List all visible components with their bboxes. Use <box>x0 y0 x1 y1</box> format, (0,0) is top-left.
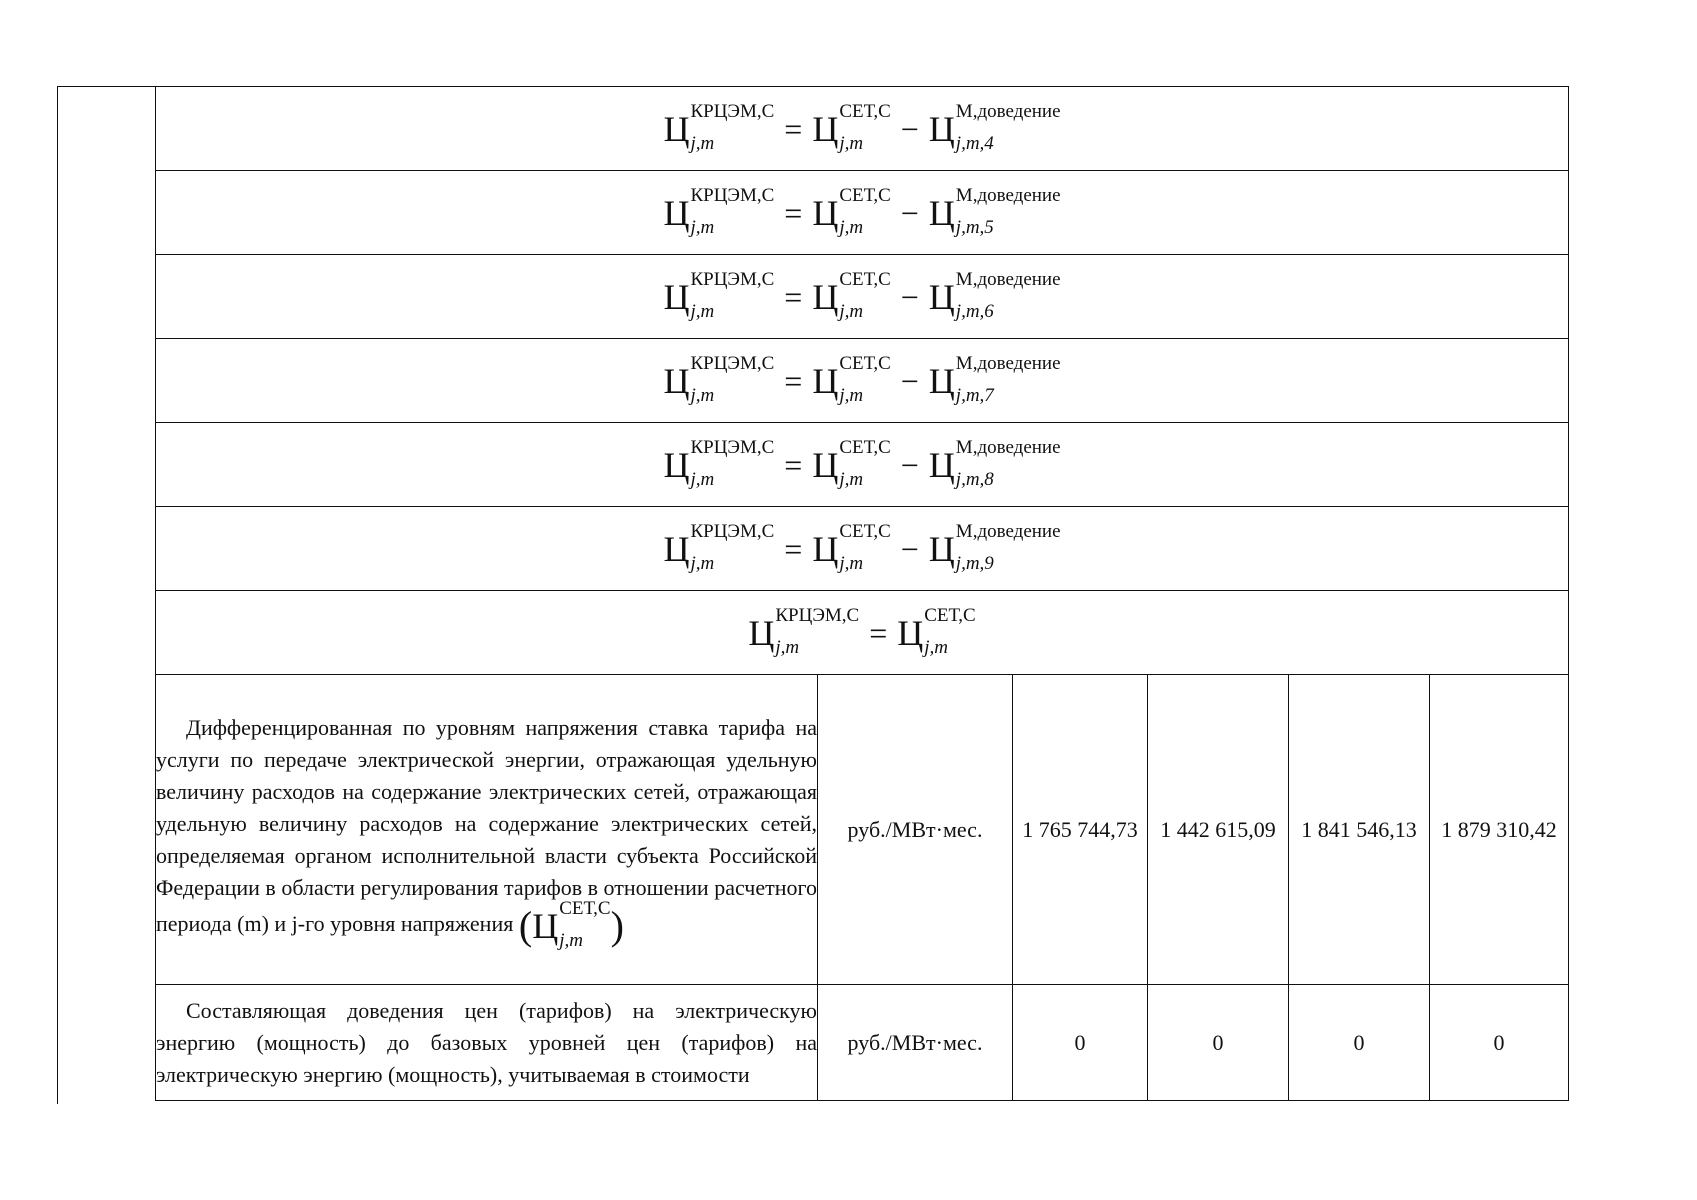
symbol-base: Ц <box>928 192 955 233</box>
equals-sign: = <box>784 194 803 231</box>
symbol-superscript: СЕТ,С <box>839 184 891 206</box>
symbol-superscript: СЕТ,С <box>839 268 891 290</box>
minus-sign: − <box>900 194 919 231</box>
formula-symbol <box>663 268 775 322</box>
formula-row <box>156 171 1569 255</box>
formula-symbol <box>897 604 976 658</box>
row-description <box>156 985 818 1101</box>
symbol-subscript: j,m,9 <box>955 552 994 574</box>
table-row <box>156 985 1569 1101</box>
symbol-subscript: j,m,6 <box>955 300 994 322</box>
formula-symbol <box>663 520 775 574</box>
value-cell: 1 442 615,09 <box>1148 675 1289 985</box>
symbol-superscript: КРЦЭМ,С <box>775 604 860 626</box>
symbol-base: Ц <box>812 192 839 233</box>
formula-symbol <box>812 100 891 154</box>
symbol-base: Ц <box>812 276 839 317</box>
symbol-subscript: j,m <box>690 216 715 238</box>
symbol-subscript: j,m <box>924 636 948 658</box>
formula-cell <box>156 507 1569 591</box>
symbol-superscript: М,доведение <box>955 520 1061 542</box>
formula-symbol <box>663 100 775 154</box>
formula-symbol <box>812 520 891 574</box>
formula <box>663 352 1061 406</box>
symbol-base: Ц <box>928 528 955 569</box>
symbol-subscript: j,m <box>690 468 715 490</box>
symbol-base: Ц <box>532 905 559 946</box>
formula-cell <box>156 339 1569 423</box>
formula-symbol <box>812 268 891 322</box>
symbol-superscript: СЕТ,С <box>839 352 891 374</box>
symbol-superscript: КРЦЭМ,С <box>690 100 775 122</box>
symbol-superscript: СЕТ,С <box>839 436 891 458</box>
equals-sign: = <box>784 362 803 399</box>
equals-sign: = <box>869 614 888 651</box>
minus-sign: − <box>900 362 919 399</box>
formula-symbol <box>812 352 891 406</box>
minus-sign: − <box>900 278 919 315</box>
value-cell: 0 <box>1013 985 1148 1101</box>
symbol-subscript: j,m <box>775 636 800 658</box>
formula-cell <box>156 591 1569 675</box>
symbol-base: Ц <box>812 108 839 149</box>
value-cell: 0 <box>1289 985 1430 1101</box>
symbol-subscript: j,m <box>839 300 864 322</box>
formula-symbol <box>663 436 775 490</box>
symbol-subscript: j,m,4 <box>955 132 994 154</box>
formula-symbol <box>928 268 1061 322</box>
formula-row <box>156 591 1569 675</box>
formula-symbol <box>812 436 891 490</box>
formula <box>663 184 1061 238</box>
symbol-subscript: j,m,8 <box>955 468 994 490</box>
symbol-base: Ц <box>928 276 955 317</box>
unit-cell: руб./МВт·мес. <box>818 985 1013 1101</box>
symbol-subscript: j,m <box>839 552 864 574</box>
symbol-superscript: СЕТ,С <box>924 604 976 626</box>
equals-sign: = <box>784 446 803 483</box>
minus-sign: − <box>900 530 919 567</box>
symbol-base: Ц <box>663 528 690 569</box>
value-cell: 0 <box>1430 985 1569 1101</box>
formula-symbol <box>928 184 1061 238</box>
value-cell: 1 879 310,42 <box>1430 675 1569 985</box>
inline-formula: ( Ц СЕТ,С j,m ) <box>518 897 624 951</box>
symbol-base: Ц <box>663 276 690 317</box>
description-text: Составляющая доведения цен (тарифов) на электрическую энергию (мощность) до базовых уровней цен (тарифов) на электрическую энергию (мощность), учитываемая в стоимости <box>156 997 817 1087</box>
symbol-superscript: КРЦЭМ,С <box>690 352 775 374</box>
formula-symbol <box>928 352 1061 406</box>
value-cell: 0 <box>1148 985 1289 1101</box>
symbol-superscript: М,доведение <box>955 100 1061 122</box>
symbol-base: Ц <box>663 192 690 233</box>
unit-cell: руб./МВт·мес. <box>818 675 1013 985</box>
symbol-base: Ц <box>748 612 775 653</box>
symbol-base: Ц <box>812 444 839 485</box>
formula-symbol <box>812 184 891 238</box>
tariff-table <box>155 86 1569 1101</box>
symbol-subscript: j,m <box>690 552 715 574</box>
symbol-subscript: j,m <box>690 300 715 322</box>
symbol-base: Ц <box>663 444 690 485</box>
symbol-subscript: j,m <box>690 384 715 406</box>
symbol-superscript: М,доведение <box>955 184 1061 206</box>
formula-symbol <box>748 604 860 658</box>
symbol-base: Ц <box>812 528 839 569</box>
table-row <box>156 675 1569 985</box>
description-text: Дифференцированная по уровням напряжения ставка тарифа на услуги по передаче электрической энергии, отражающая удельную величину расходов на содержание электрических сетей, отражающая удельную величину расходов на содержание электрических сетей, определяемая органом исполнительной власти субъекта Российской Федерации в области регулирования тарифов в отношении расчетного периода (m) и j-го уровня напряжения <box>156 714 817 936</box>
formula-cell <box>156 423 1569 507</box>
formula-symbol <box>928 436 1061 490</box>
formula-symbol <box>663 352 775 406</box>
symbol-superscript: СЕТ,С <box>839 520 891 542</box>
symbol-subscript: j,m <box>839 216 864 238</box>
symbol-base: Ц <box>928 108 955 149</box>
symbol-superscript: КРЦЭМ,С <box>690 268 775 290</box>
equals-sign: = <box>784 530 803 567</box>
formula-row <box>156 423 1569 507</box>
formula <box>663 520 1061 574</box>
symbol-superscript: СЕТ,С <box>559 897 611 919</box>
symbol-superscript: КРЦЭМ,С <box>690 436 775 458</box>
minus-sign: − <box>900 110 919 147</box>
symbol-subscript: j,m <box>839 132 864 154</box>
formula <box>663 436 1061 490</box>
formula <box>748 604 976 658</box>
symbol-superscript: СЕТ,С <box>839 100 891 122</box>
symbol-superscript: М,доведение <box>955 436 1061 458</box>
symbol-superscript: КРЦЭМ,С <box>690 520 775 542</box>
outer-frame-left-line <box>57 86 58 1104</box>
formula <box>663 268 1061 322</box>
formula-symbol <box>928 100 1061 154</box>
formula-cell <box>156 171 1569 255</box>
formula-row <box>156 507 1569 591</box>
minus-sign: − <box>900 446 919 483</box>
symbol-subscript: j,m <box>690 132 715 154</box>
symbol-base: Ц <box>928 444 955 485</box>
symbol-base: Ц <box>897 612 924 653</box>
formula-symbol <box>928 520 1061 574</box>
symbol-subscript: j,m <box>839 468 864 490</box>
equals-sign: = <box>784 110 803 147</box>
symbol-base: Ц <box>812 360 839 401</box>
symbol-superscript: М,доведение <box>955 268 1061 290</box>
equals-sign: = <box>784 278 803 315</box>
value-cell: 1 765 744,73 <box>1013 675 1148 985</box>
symbol-superscript: М,доведение <box>955 352 1061 374</box>
symbol-superscript: КРЦЭМ,С <box>690 184 775 206</box>
formula-symbol <box>663 184 775 238</box>
symbol-subscript: j,m,5 <box>955 216 994 238</box>
formula <box>663 100 1061 154</box>
row-description <box>156 675 818 985</box>
formula-cell <box>156 87 1569 171</box>
formula-cell <box>156 255 1569 339</box>
value-rows <box>156 675 1569 1101</box>
formula-row <box>156 255 1569 339</box>
value-cell: 1 841 546,13 <box>1289 675 1430 985</box>
formula-row <box>156 87 1569 171</box>
symbol-subscript: j,m <box>559 929 583 951</box>
symbol-base: Ц <box>663 360 690 401</box>
formula-rows <box>156 87 1569 675</box>
symbol-base: Ц <box>928 360 955 401</box>
symbol-subscript: j,m,7 <box>955 384 994 406</box>
symbol-subscript: j,m <box>839 384 864 406</box>
formula-row <box>156 339 1569 423</box>
symbol-base: Ц <box>663 108 690 149</box>
